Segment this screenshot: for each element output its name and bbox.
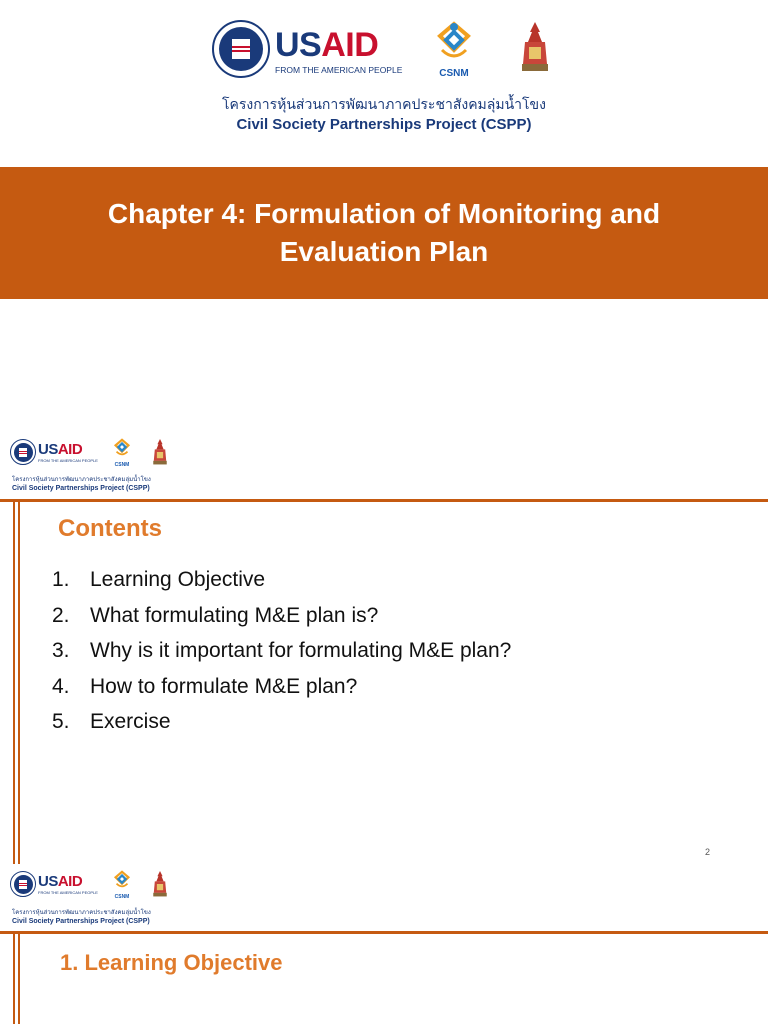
usaid-seal-icon bbox=[212, 20, 270, 78]
project-thai-name: โครงการหุ้นส่วนการพัฒนาภาคประชาสังคมลุ่มน้ำโขง bbox=[222, 97, 546, 113]
contents-list bbox=[52, 562, 692, 740]
usaid-tagline: FROM THE AMERICAN PEOPLE bbox=[38, 890, 98, 895]
list-item: 5. Exercise bbox=[52, 710, 171, 733]
list-item: 1. Learning Objective bbox=[52, 568, 266, 591]
left-margin-rule bbox=[13, 934, 15, 1024]
usaid-tagline: FROM THE AMERICAN PEOPLE bbox=[38, 458, 98, 463]
csnm-emblem-icon bbox=[110, 870, 134, 890]
usaid-seal-icon bbox=[10, 871, 36, 897]
csnm-label: CSNM bbox=[114, 462, 130, 468]
list-item: 3. Why is it important for formulating M&E plan? bbox=[52, 639, 512, 662]
csnm-logo bbox=[110, 438, 134, 468]
contents-slide bbox=[0, 432, 768, 864]
usaid-us-text: US bbox=[275, 26, 322, 64]
header-rule bbox=[0, 931, 768, 934]
section-heading: 1. Learning Objective bbox=[60, 950, 283, 975]
list-item: 4. How to formulate M&E plan? bbox=[52, 674, 358, 698]
project-thai-name: โครงการหุ้นส่วนการพัฒนาภาคประชาสังคมลุ่มน้ำโขง bbox=[12, 909, 151, 916]
left-margin-rule-inner bbox=[18, 934, 20, 1024]
usaid-aid-text: AID bbox=[57, 873, 83, 890]
university-emblem-icon bbox=[151, 870, 169, 898]
page-number: 2 bbox=[705, 847, 711, 857]
project-english-name: Civil Society Partnerships Project (CSPP) bbox=[236, 116, 532, 133]
list-item: 2. What formulating M&E plan is? bbox=[52, 603, 379, 627]
csnm-label: CSNM bbox=[114, 894, 130, 900]
usaid-logo bbox=[275, 28, 402, 75]
usaid-aid-text: AID bbox=[321, 26, 379, 64]
usaid-us-text: US bbox=[38, 873, 58, 890]
csnm-emblem-icon bbox=[428, 20, 480, 64]
university-emblem-icon bbox=[518, 20, 552, 74]
csnm-label: CSNM bbox=[439, 68, 469, 79]
contents-heading: Contents bbox=[58, 515, 162, 542]
university-emblem-icon bbox=[151, 438, 169, 466]
project-english-name: Civil Society Partnerships Project (CSPP) bbox=[12, 485, 150, 492]
left-margin-rule-inner bbox=[18, 502, 20, 864]
usaid-logo bbox=[38, 874, 98, 895]
project-thai-name: โครงการหุ้นส่วนการพัฒนาภาคประชาสังคมลุ่มน้ำโขง bbox=[12, 476, 151, 483]
usaid-tagline: FROM THE AMERICAN PEOPLE bbox=[275, 65, 403, 75]
title-slide bbox=[0, 0, 768, 432]
csnm-logo bbox=[428, 20, 480, 78]
csnm-emblem-icon bbox=[110, 438, 134, 458]
usaid-seal-icon bbox=[10, 439, 36, 465]
usaid-logo bbox=[38, 442, 98, 463]
left-margin-rule bbox=[13, 502, 15, 864]
csnm-logo bbox=[110, 870, 134, 900]
header-rule bbox=[0, 499, 768, 502]
project-english-name: Civil Society Partnerships Project (CSPP) bbox=[12, 918, 150, 925]
usaid-us-text: US bbox=[38, 441, 58, 458]
slide-title: Chapter 4: Formulation of Monitoring and Evaluation Plan bbox=[107, 198, 661, 267]
title-band bbox=[0, 167, 768, 299]
usaid-aid-text: AID bbox=[57, 441, 83, 458]
learning-objective-slide bbox=[0, 864, 768, 1024]
